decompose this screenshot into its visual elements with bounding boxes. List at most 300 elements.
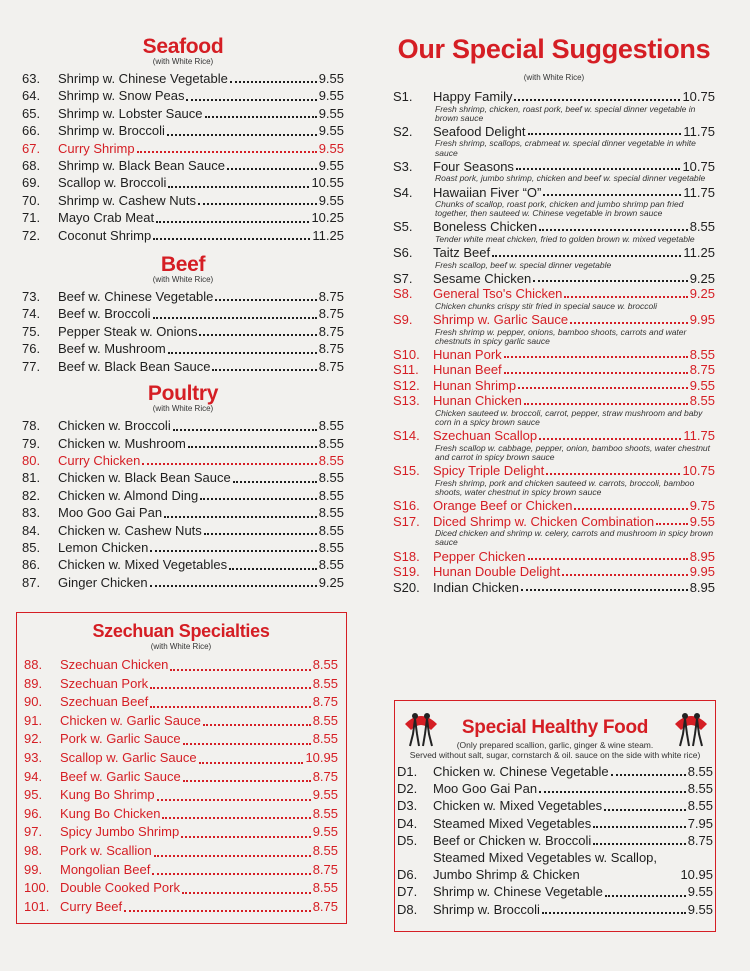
menu-item-number: D8. [397,901,418,917]
leader-dots [137,143,317,153]
menu-item-name: Orange Beef or Chicken [433,498,573,514]
menu-item [393,362,715,378]
menu-item-price: 8.55 [318,505,344,521]
menu-item-description: Tender white meat chicken, fried to golden brown w. mixed vegetable [435,233,695,244]
menu-item-price: 9.95 [689,564,715,580]
menu-item-number: S1. [393,89,413,104]
leader-dots [181,828,310,838]
leader-dots [168,178,309,188]
leader-dots [227,160,317,170]
leader-dots [183,772,311,782]
menu-item-number: D5. [397,832,418,848]
menu-item-name: Scallop w. Broccoli [58,175,167,191]
szechuan-column [24,622,338,916]
menu-item-number: S3. [393,158,413,174]
leader-dots [504,348,688,358]
leader-dots [188,438,317,448]
menu-item [393,271,715,287]
menu-item [24,656,338,675]
menu-item [24,842,338,861]
menu-item-price: 8.75 [312,768,338,784]
leader-dots [162,809,310,819]
leader-dots [157,791,311,801]
menu-item-name: Chicken w. Chinese Vegetable [433,764,609,779]
menu-item-name: Moo Goo Gai Pan [433,781,538,797]
leader-dots [154,847,311,857]
menu-item [22,452,344,469]
menu-item-price: 11.75 [683,184,715,200]
menu-item-number: 94. [24,768,43,784]
menu-item-number: 71. [22,210,41,226]
menu-item-price: 8.55 [312,805,338,821]
menu-item-number: 95. [24,787,43,803]
leader-dots [124,902,311,912]
menu-item-number: 93. [24,749,43,765]
menu-item-price: 9.25 [689,270,715,286]
menu-item-number: 80. [22,452,41,468]
healthy-list [397,763,713,918]
menu-item-name: Shrimp w. Broccoli [433,901,540,917]
leader-dots [173,421,317,431]
menu-item-number: S8. [393,286,413,302]
menu-item [22,140,344,157]
menu-item [22,522,344,539]
menu-item-name: Lemon Chicken [58,539,149,555]
leader-dots [593,818,685,828]
menu-item-price: 8.55 [318,418,344,434]
menu-item-number: 98. [24,842,43,858]
menu-item-name: Shrimp w. Garlic Sauce [433,312,569,328]
menu-item-number: 65. [22,105,41,121]
menu-item-price: 9.55 [318,88,344,104]
menu-item-name: Chicken w. Mixed Vegetables [433,798,603,814]
menu-item-price: 10.95 [680,867,713,883]
leader-dots [215,291,316,301]
menu-item [24,675,338,694]
menu-item-name: Szechuan Pork [60,675,149,691]
menu-item-number: 67. [22,140,41,156]
menu-item [393,428,715,444]
leader-dots [516,160,681,170]
leader-dots [514,91,680,101]
menu-item [22,227,344,244]
menu-item-number: 97. [24,824,43,840]
menu-item [24,805,338,824]
menu-item-name: Moo Goo Gai Pan [58,505,163,521]
leader-dots [546,465,680,475]
menu-item-name: Curry Shrimp [58,140,135,156]
menu-item-number: 85. [22,539,41,555]
menu-item [22,157,344,174]
menu-item [24,823,338,842]
menu-item-number: D1. [397,764,418,779]
leader-dots [212,361,316,371]
menu-item-name: Steamed Mixed Vegetables w. Scallop, Jumbo Shrimp & Chicken [433,850,658,883]
menu-item-price: 10.75 [682,158,715,174]
menu-item-name: Pepper Chicken [433,548,526,564]
menu-item-price: 8.55 [318,435,344,451]
menu-item [24,786,338,805]
leader-dots [539,221,688,231]
menu-item-name: Curry Beef [60,898,123,914]
menu-item-number: S6. [393,245,413,261]
menu-item-price: 8.75 [312,694,338,710]
menu-item-price: 8.55 [689,393,715,409]
leader-dots [205,108,317,118]
menu-item [393,312,715,328]
menu-item-number: 88. [24,657,43,672]
leader-dots [199,754,304,764]
menu-item [397,849,713,883]
leader-dots [204,525,317,535]
menu-item-number: 83. [22,505,41,521]
menu-item-price: 7.95 [687,815,713,831]
leader-dots [574,500,687,510]
menu-item [397,883,713,900]
menu-item-number: 76. [22,341,41,357]
menu-item-number: 66. [22,123,41,139]
menu-item-number: S14. [393,428,420,444]
menu-item-price: 10.75 [682,89,715,104]
menu-item [24,730,338,749]
leader-dots [150,577,317,587]
leader-dots [167,126,317,136]
szechuan-title: Szechuan Specialties [92,621,270,641]
menu-item-name: Ginger Chicken [58,574,148,590]
menu-item [22,417,344,434]
beef-list [22,288,344,375]
menu-item-name: Szechuan Chicken [60,657,169,672]
menu-item [397,901,713,918]
leader-dots [156,213,309,223]
menu-item [397,763,713,780]
menu-item-price: 11.75 [683,428,715,444]
menu-item-name: Mayo Crab Meat [58,210,155,226]
menu-item-name: Hawaiian Fiver “O” [433,184,542,200]
menu-item [24,693,338,712]
menu-item-price: 11.25 [683,245,715,261]
menu-item-name: Hunan Beef [433,362,502,378]
menu-item-name: Hunan Shrimp [433,377,517,393]
menu-item-number: 89. [24,675,43,691]
menu-item-price: 9.55 [318,158,344,174]
menu-item-price: 9.55 [312,787,338,803]
leader-dots [182,884,311,894]
menu-item-number: 84. [22,522,41,538]
menu-item-price: 9.55 [312,824,338,840]
menu-item-price: 9.55 [318,140,344,156]
menu-item-name: Shrimp w. Cashew Nuts [58,192,196,208]
menu-item [24,879,338,898]
leader-dots [564,288,687,298]
leader-dots [492,247,681,257]
leader-dots [203,716,311,726]
menu-item-name: Beef w. Black Bean Sauce [58,358,211,374]
menu-item-name: Spicy Jumbo Shrimp [60,824,180,840]
menu-item-description: Chicken chunks crispy stir fried in special sauce w. broccoli [435,300,658,311]
menu-item [22,70,344,87]
menu-item-price: 8.55 [687,798,713,814]
menu-item [22,469,344,486]
menu-item-name: Coconut Shrimp [58,227,152,243]
menu-item-price: 10.75 [682,463,715,479]
menu-item-name: Happy Family [433,89,513,104]
menu-item-name: Beef w. Garlic Sauce [60,768,181,784]
leader-dots [533,272,687,282]
menu-item-price: 9.55 [689,377,715,393]
menu-item-number: 73. [22,289,41,305]
menu-item-number: 92. [24,731,43,747]
menu-item-price: 9.95 [689,312,715,328]
healthy-title: Special Healthy Food [461,717,649,738]
poultry-title: Poultry [147,382,219,406]
suggestions-title: Our Special Suggestions [397,34,711,64]
menu-item-description: Roast pork, jumbo shrimp, chicken and beef w. special dinner vegetable [435,173,706,184]
menu-item-price: 8.55 [318,487,344,503]
menu-item-number: S20. [393,579,420,595]
menu-item-name: Four Seasons [433,158,514,174]
menu-item-price: 9.55 [318,105,344,121]
leader-dots [528,125,682,135]
leader-dots [528,550,688,560]
menu-item-number: 90. [24,694,43,710]
menu-item-name: Shrimp w. Broccoli [58,123,165,139]
leader-dots [593,835,685,845]
menu-item [397,780,713,797]
menu-item-number: S18. [393,548,420,564]
menu-item [393,498,715,514]
menu-item-name: Beef w. Chinese Vegetable [58,289,214,305]
menu-item-price: 8.55 [312,657,338,672]
menu-item-price: 8.55 [689,219,715,235]
menu-item-number: 86. [22,557,41,573]
suggestions-subtitle: (with White Rice) [523,73,585,82]
menu-item-number: S16. [393,498,420,514]
leader-dots [656,515,688,525]
menu-item-name: Steamed Mixed Vegetables [433,815,592,831]
leader-dots [183,735,311,745]
menu-item-name: Chicken w. Cashew Nuts [58,522,202,538]
menu-item [22,539,344,556]
menu-item [22,105,344,122]
right-column [393,0,715,595]
leader-dots [229,560,317,570]
menu-item-price: 9.55 [318,71,344,86]
menu-item [22,87,344,104]
menu-item-number: S13. [393,393,420,409]
leader-dots [153,230,310,240]
menu-item-name: Chicken w. Mixed Vegetables [58,557,228,573]
leader-dots [611,766,686,776]
menu-item-name: Shrimp w. Chinese Vegetable [433,884,603,900]
menu-item [22,288,344,305]
menu-item [393,89,715,105]
menu-item-number: 79. [22,435,41,451]
menu-item [22,358,344,375]
menu-item [393,463,715,479]
healthy-subtitle-2: Served without salt, sugar, cornstarch & oil. sauce on the side with white rice) [409,750,701,760]
menu-item [22,192,344,209]
menu-item-number: 91. [24,712,43,728]
menu-item-name: Pork w. Garlic Sauce [60,731,181,747]
menu-item [393,219,715,235]
menu-item-name: Hunan Chicken [433,393,522,409]
menu-item [24,712,338,731]
menu-item [393,286,715,302]
menu-item-number: S2. [393,123,413,139]
menu-item-description: Fresh shrimp w. pepper, onions, bamboo shoots, carrots and water chestnuts in spicy garlic sauce [435,326,687,346]
szechuan-list [24,656,338,916]
menu-item-number: S5. [393,219,413,235]
menu-item-name: Chicken w. Almond Ding [58,487,199,503]
menu-item-number: D6. [397,867,418,883]
menu-item-price: 8.75 [687,832,713,848]
menu-item [22,209,344,226]
menu-item-description: Chunks of scallop, roast pork, chicken and jumbo shrimp pan fried together, then sauteed w. Chinese vegetable in brown sauce [435,199,684,219]
menu-item-price: 8.75 [318,341,344,357]
menu-item [22,340,344,357]
menu-item-price: 8.55 [318,522,344,538]
menu-item [397,832,713,849]
menu-item-price: 10.25 [311,210,344,226]
menu-item [24,768,338,787]
menu-item-number: 78. [22,418,41,434]
menu-item-price: 9.55 [318,192,344,208]
menu-item-price: 8.55 [312,731,338,747]
menu-item-name: Hunan Pork [433,346,502,362]
menu-item-number: 72. [22,227,41,243]
menu-item [393,393,715,409]
menu-item-price: 8.75 [318,323,344,339]
leader-dots [521,581,688,591]
menu-item-price: 8.55 [312,675,338,691]
leader-dots [539,430,681,440]
menu-item [397,815,713,832]
menu-item-price: 8.75 [689,362,715,378]
menu-item [393,514,715,530]
menu-item-price: 8.55 [312,880,338,896]
menu-item-number: 63. [22,71,41,86]
menu-item-description: Fresh shrimp, scallops, crabmeat w. special dinner vegetable in white sauce [435,138,696,158]
menu-item-price: 8.55 [312,842,338,858]
leader-dots [539,783,686,793]
menu-item-name: Chicken w. Black Bean Sauce [58,470,231,486]
menu-item-price: 8.75 [312,861,338,877]
menu-item-name: Shrimp w. Snow Peas [58,88,185,104]
leader-dots [233,473,317,483]
menu-item-price: 11.25 [312,227,344,243]
menu-item-number: D4. [397,815,418,831]
menu-item-name: Kung Bo Shrimp [60,787,155,803]
menu-item-price: 8.55 [318,470,344,486]
menu-item-name: Chicken w. Garlic Sauce [60,712,201,728]
menu-item-price: 8.95 [689,548,715,564]
poultry-subtitle: (with White Rice) [152,404,214,414]
leader-dots [198,195,317,205]
menu-item [22,435,344,452]
menu-item-price: 11.75 [683,123,715,139]
menu-item-number: 70. [22,192,41,208]
menu-item-name: Shrimp w. Black Bean Sauce [58,158,225,174]
leader-dots [186,91,316,101]
menu-item-price: 8.95 [689,579,715,595]
menu-item-name: Kung Bo Chicken [60,805,161,821]
menu-item [24,749,338,768]
menu-item-number: 99. [24,861,43,877]
menu-item-description: Fresh shrimp, pork and chicken sauteed w. carrots, broccoli, bamboo shoots, water chestnut in spicy brown sauce [435,477,695,497]
menu-item [22,174,344,191]
leader-dots [230,73,317,83]
menu-item-name: Mongolian Beef [60,861,151,877]
menu-item-number: S19. [393,564,420,580]
menu-item [22,574,344,591]
menu-item [393,564,715,580]
leader-dots [152,865,310,875]
menu-item-number: 81. [22,470,41,486]
menu-item-price: 9.75 [689,498,715,514]
menu-item-number: S4. [393,184,413,200]
menu-item-name: Seafood Delight [433,123,526,139]
menu-item-name: Beef or Chicken w. Broccoli [433,832,592,848]
leader-dots [562,566,687,576]
menu-item-name: Szechuan Beef [60,694,149,710]
menu-item [393,347,715,363]
menu-item-number: 82. [22,487,41,503]
menu-item-name: Boneless Chicken [433,219,538,235]
menu-item-name: Szechuan Scallop [433,428,538,444]
menu-item-number: 101. [24,898,50,914]
menu-item-description: Diced chicken and shrimp w. celery, carrots and mushroom in spicy brown sauce [435,528,714,548]
menu-item-name: Indian Chicken [433,579,519,595]
menu-item [22,487,344,504]
menu-item [393,124,715,140]
menu-item-price: 8.75 [318,306,344,322]
menu-item-name: Shrimp w. Lobster Sauce [58,105,203,121]
menu-item-number: S10. [393,346,420,362]
menu-item-price: 10.55 [311,175,344,191]
leader-dots [504,364,688,374]
menu-item-number: 100. [24,880,50,896]
beef-subtitle: (with White Rice) [152,275,214,285]
leader-dots [570,314,688,324]
menu-item [22,504,344,521]
menu-item-price: 8.55 [318,539,344,555]
menu-item-name: Shrimp w. Chinese Vegetable [58,71,228,86]
menu-item [393,580,715,596]
menu-item-number: D7. [397,884,418,900]
leader-dots [518,379,688,389]
menu-item [22,122,344,139]
menu-item-name: Beef w. Broccoli [58,306,151,322]
leader-dots [150,698,311,708]
menu-item [24,898,338,917]
menu-item [24,861,338,880]
menu-item-number: 75. [22,323,41,339]
leader-dots [164,508,317,518]
leader-dots [199,326,316,336]
menu-item-price: 9.55 [687,884,713,900]
szechuan-subtitle: (with White Rice) [150,642,212,651]
menu-item [393,549,715,565]
menu-item-number: D2. [397,781,418,797]
menu-item-price: 9.25 [689,286,715,302]
menu-item [393,159,715,175]
menu-item-price: 8.75 [318,358,344,374]
menu-item-description: Fresh scallop w. cabbage, pepper, onion, bamboo shoots, water chestnut and carrot in spicy brown sauce [435,442,711,463]
menu-item-name: Taitz Beef [433,245,491,261]
healthy-subtitle-1: (Only prepared scallion, garlic, ginger & wine steam. [456,740,654,750]
menu-item-number: S11. [393,362,419,378]
